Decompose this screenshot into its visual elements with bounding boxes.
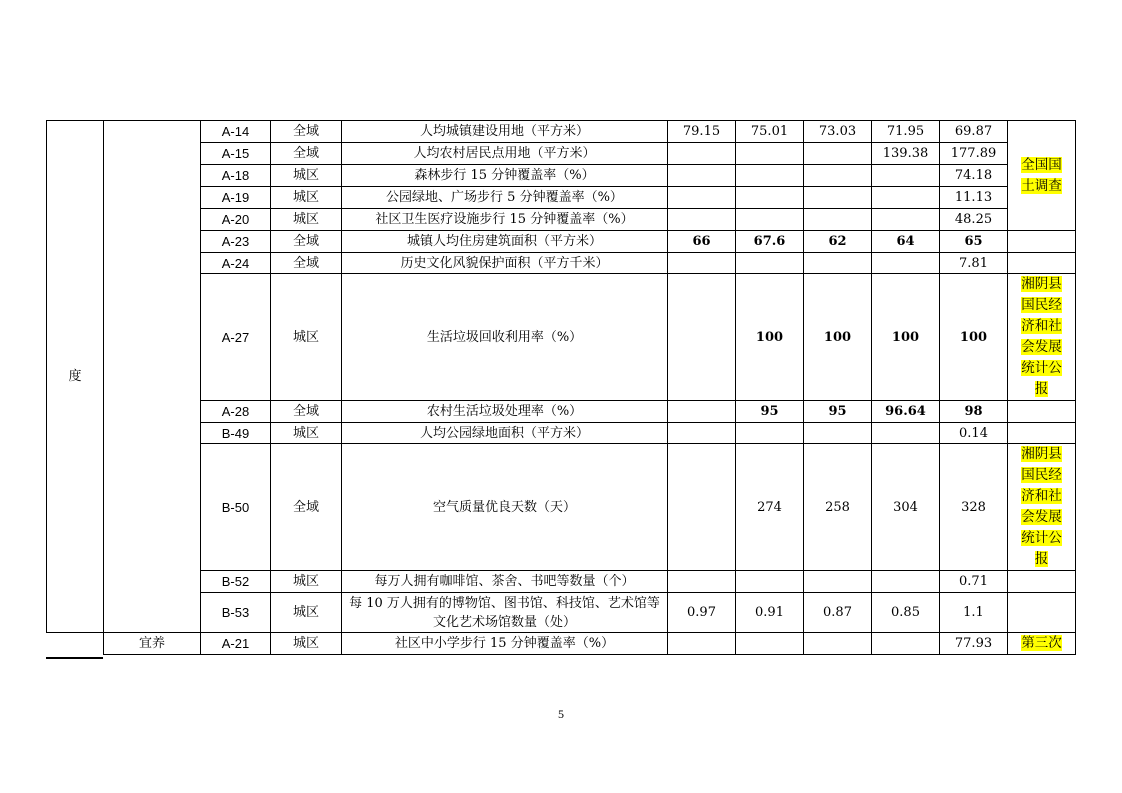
table-row [47, 423, 1076, 444]
value-cell: 100 [940, 274, 1008, 401]
indicator-name-cell: 每万人拥有咖啡馆、茶舍、书吧等数量（个） [342, 571, 668, 593]
value-cell [872, 187, 940, 209]
value-cell: 0.85 [872, 593, 940, 633]
indicator-name-cell: 森林步行 15 分钟覆盖率（%） [342, 165, 668, 187]
scope-cell: 城区 [271, 633, 342, 655]
value-cell: 96.64 [872, 401, 940, 423]
table-row [47, 401, 1076, 423]
source-text: 全国国 [1021, 156, 1062, 173]
value-cell [804, 187, 872, 209]
source-text: 湘阴县 [1021, 446, 1062, 462]
value-cell [872, 165, 940, 187]
value-cell: 48.25 [940, 209, 1008, 231]
value-cell [736, 187, 804, 209]
value-cell [736, 209, 804, 231]
table-row [47, 209, 1076, 231]
source-text: 国民经 [1021, 297, 1062, 313]
value-cell [668, 571, 736, 593]
value-cell [804, 143, 872, 165]
value-cell [736, 253, 804, 274]
scope-cell: 全域 [271, 253, 342, 274]
value-cell [872, 571, 940, 593]
source-cell [1008, 121, 1076, 231]
code-cell: A-24 [201, 253, 271, 274]
table-row [47, 593, 1076, 633]
value-cell [668, 274, 736, 401]
source-cell [1008, 633, 1076, 655]
category-cell-empty [47, 633, 104, 655]
indicator-table [46, 120, 1076, 655]
code-cell: A-15 [201, 143, 271, 165]
code-cell: A-28 [201, 401, 271, 423]
value-cell: 0.71 [940, 571, 1008, 593]
value-cell: 1.1 [940, 593, 1008, 633]
source-text: 土调查 [1021, 177, 1062, 194]
value-cell: 258 [804, 444, 872, 571]
code-cell: B-49 [201, 423, 271, 444]
value-cell: 100 [804, 274, 872, 401]
table-row [47, 633, 1076, 655]
value-cell [804, 423, 872, 444]
code-cell: A-14 [201, 121, 271, 143]
source-cell [1008, 401, 1076, 423]
indicator-name-cell: 公园绿地、广场步行 5 分钟覆盖率（%） [342, 187, 668, 209]
indicator-name-cell: 人均农村居民点用地（平方米） [342, 143, 668, 165]
value-cell: 71.95 [872, 121, 940, 143]
value-cell: 64 [872, 231, 940, 253]
value-cell: 79.15 [668, 121, 736, 143]
code-cell: B-50 [201, 444, 271, 571]
value-cell [804, 209, 872, 231]
value-cell [736, 423, 804, 444]
code-cell: A-19 [201, 187, 271, 209]
value-cell: 65 [940, 231, 1008, 253]
indicator-name-cell: 历史文化风貌保护面积（平方千米） [342, 253, 668, 274]
source-text: 济和社 [1021, 488, 1062, 504]
scope-cell: 城区 [271, 593, 342, 633]
code-cell: B-53 [201, 593, 271, 633]
value-cell [736, 143, 804, 165]
table-row [47, 121, 1076, 143]
value-cell [736, 165, 804, 187]
indicator-name-cell: 空气质量优良天数（天） [342, 444, 668, 571]
scope-cell: 城区 [271, 423, 342, 444]
code-cell: A-21 [201, 633, 271, 655]
value-cell: 66 [668, 231, 736, 253]
scope-cell: 全域 [271, 444, 342, 571]
source-cell [1008, 593, 1076, 633]
scope-cell: 城区 [271, 274, 342, 401]
value-cell: 274 [736, 444, 804, 571]
code-cell: A-27 [201, 274, 271, 401]
table-row [47, 187, 1076, 209]
value-cell [872, 423, 940, 444]
page-number: 5 [558, 707, 564, 721]
value-cell: 7.81 [940, 253, 1008, 274]
table-row [47, 231, 1076, 253]
subcategory-cell: 宜养 [104, 633, 201, 655]
value-cell: 67.6 [736, 231, 804, 253]
value-cell: 98 [940, 401, 1008, 423]
value-cell: 0.91 [736, 593, 804, 633]
value-cell: 177.89 [940, 143, 1008, 165]
scope-cell: 全域 [271, 401, 342, 423]
scope-cell: 城区 [271, 209, 342, 231]
source-cell [1008, 274, 1076, 401]
value-cell: 95 [804, 401, 872, 423]
value-cell [668, 401, 736, 423]
source-cell [1008, 571, 1076, 593]
value-cell [872, 209, 940, 231]
value-cell [668, 444, 736, 571]
source-text: 统计公 [1021, 530, 1062, 546]
table-row [47, 444, 1076, 571]
indicator-name-cell: 生活垃圾回收利用率（%） [342, 274, 668, 401]
value-cell [804, 165, 872, 187]
scope-cell: 全域 [271, 143, 342, 165]
source-text: 报 [1034, 551, 1049, 567]
code-cell: A-18 [201, 165, 271, 187]
value-cell [668, 423, 736, 444]
indicator-name-cell: 农村生活垃圾处理率（%） [342, 401, 668, 423]
table-row [47, 143, 1076, 165]
value-cell: 0.97 [668, 593, 736, 633]
value-cell [668, 253, 736, 274]
value-cell: 95 [736, 401, 804, 423]
value-cell: 328 [940, 444, 1008, 571]
value-cell [872, 253, 940, 274]
scope-cell: 全域 [271, 121, 342, 143]
table-row [47, 571, 1076, 593]
table-bottom-rule [46, 657, 103, 659]
value-cell [668, 209, 736, 231]
indicator-name-cell: 社区卫生医疗设施步行 15 分钟覆盖率（%） [342, 209, 668, 231]
category-cell: 度 [47, 121, 104, 633]
code-cell: A-23 [201, 231, 271, 253]
scope-cell: 全域 [271, 231, 342, 253]
source-cell [1008, 444, 1076, 571]
value-cell: 69.87 [940, 121, 1008, 143]
value-cell: 75.01 [736, 121, 804, 143]
scope-cell: 城区 [271, 187, 342, 209]
source-text: 湘阴县 [1021, 276, 1062, 292]
source-text: 统计公 [1021, 360, 1062, 376]
value-cell [872, 633, 940, 655]
value-cell [668, 165, 736, 187]
value-cell [736, 571, 804, 593]
code-cell: A-20 [201, 209, 271, 231]
source-cell [1008, 423, 1076, 444]
value-cell [804, 571, 872, 593]
source-text: 济和社 [1021, 318, 1062, 334]
value-cell [804, 633, 872, 655]
indicator-name-cell: 人均城镇建设用地（平方米） [342, 121, 668, 143]
value-cell: 73.03 [804, 121, 872, 143]
value-cell: 77.93 [940, 633, 1008, 655]
source-text: 第三次 [1021, 635, 1062, 651]
value-cell [736, 633, 804, 655]
value-cell [668, 633, 736, 655]
subcategory-cell [104, 121, 201, 633]
value-cell: 74.18 [940, 165, 1008, 187]
table-row [47, 165, 1076, 187]
source-text: 报 [1034, 381, 1049, 397]
table-row [47, 253, 1076, 274]
value-cell: 0.87 [804, 593, 872, 633]
value-cell: 0.14 [940, 423, 1008, 444]
source-text: 会发展 [1021, 339, 1062, 355]
indicator-name-cell: 人均公园绿地面积（平方米） [342, 423, 668, 444]
source-text: 国民经 [1021, 467, 1062, 483]
indicator-name-cell: 社区中小学步行 15 分钟覆盖率（%） [342, 633, 668, 655]
source-cell [1008, 231, 1076, 253]
value-cell [668, 143, 736, 165]
value-cell: 100 [872, 274, 940, 401]
table-row [47, 274, 1076, 401]
scope-cell: 城区 [271, 571, 342, 593]
value-cell: 62 [804, 231, 872, 253]
code-cell: B-52 [201, 571, 271, 593]
value-cell: 100 [736, 274, 804, 401]
value-cell: 11.13 [940, 187, 1008, 209]
source-cell [1008, 253, 1076, 274]
value-cell [668, 187, 736, 209]
value-cell: 304 [872, 444, 940, 571]
scope-cell: 城区 [271, 165, 342, 187]
indicator-name-cell: 每 10 万人拥有的博物馆、图书馆、科技馆、艺术馆等文化艺术场馆数量（处） [342, 593, 668, 633]
value-cell [804, 253, 872, 274]
source-text: 会发展 [1021, 509, 1062, 525]
value-cell: 139.38 [872, 143, 940, 165]
indicator-name-cell: 城镇人均住房建筑面积（平方米） [342, 231, 668, 253]
